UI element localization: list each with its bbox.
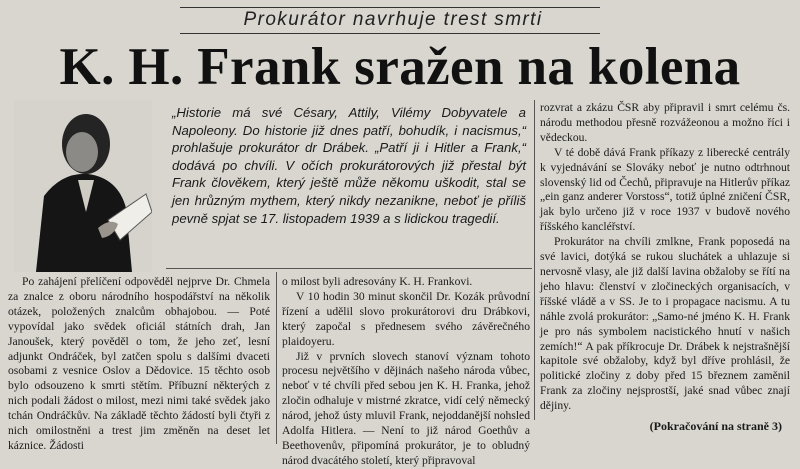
column-2 (282, 275, 530, 469)
kicker-rule-top (180, 7, 600, 8)
column-rule-left (276, 272, 277, 444)
defendant-photo (14, 100, 152, 272)
continued-note: (Pokračování na straně 3) (649, 419, 782, 433)
column-1 (8, 275, 270, 454)
kicker-rule-bottom (180, 33, 600, 34)
paragraph: V 10 hodin 30 minut skončil Dr. Kozák průvodní řízení a udělil slovo prokurátorovi dru Drábkovi, který započal s přednesem svého závěrečného plaidoyeru. (282, 289, 530, 348)
quote-rule (166, 268, 532, 269)
paragraph: rozvrat a zkázu ČSR aby připravil i smrt celému čs. národu methodou přesně rozvážeonou a možno říci i vědeckou. (540, 101, 790, 144)
paragraph: o milost byli adresovány K. H. Frankovi. (282, 275, 473, 288)
paragraph: Po zahájení přelíčení odpověděl nejprve Dr. Chmela za znalce z oboru národního hospodářství na několik otázek, položených znalcům obhajobou. — Poté vypovídal jako svědek oficiál státních drah, Jan Janoušek, který pověděl o tom, že jeho zeť, lesní adjunkt Ondráček, byl zatčen spolu s dalšími dvaceti osobami z vesnice Oslov a Dědovice. 15 těchto osob bylo odsouzeno k smrti stětím. Příbuzní některých z nich podali žádost o milost, mezi nimi také svědek jako tchán Ondráčkův. Na základě těchto žádostí byli čtyři z nich omilostněni a trest jim změněn na deset let káznice. Žádosti (8, 275, 270, 452)
column-rule-right (534, 100, 535, 420)
pull-quote: „Historie má své Césary, Attily, Vilémy Dobyvatele a Napoleony. Do historie již dnes patří, bohudík, i nacismus,“ prohlašuje prokurátor dr Drábek. „Patří ji i Hitler a Frank,“ dodává po chvíli. V očích prokurátorových již přestal být Frank člověkem, který ještě může někomu uškodit, stal se jen hrůzným mythem, který nikdy nezanikne, neboť je příliš pevně spjat se 17. listopadem 1939 a s lidickou tragedií. (172, 105, 526, 226)
paragraph: Již v prvních slovech stanoví význam tohoto procesu největšího v dějinách našeho národa vůbec, neboť v té chvíli před sebou jen K. H. Franka, jehož zločin odhaluje v mistrné zkratce, vidí celý německý národ, jehož ústy mluvil Frank, nejoddanější nohsled Adolfa Hitlera. — Není to již národ Goethův a Beethovenův, připomíná prokurátor, je to obludný národ dvacátého století, který připravoval (282, 349, 530, 467)
column-3 (540, 101, 790, 414)
paragraph: V té době dává Frank příkazy z liberecké centrály k vyjednávání se Slováky neboť je nutno odtrhnout slovenský lid od Čechů, připravuje na Hitlerův příkaz „ein ganz anderer Vorstoss“, totiž úplné zničení ČSR, jak bylo určeno již v roce 1937 v budově nového říšského kancléřství. (540, 145, 790, 234)
headline: K. H. Frank sražen na kolena (59, 38, 741, 96)
kicker: Prokurátor navrhuje trest smrti (243, 9, 543, 30)
paragraph: Prokurátor na chvíli zmlkne, Frank poposedá na své lavici, dotýká se rukou sluchátek a uhlazuje si nervosně vlasy, ale již další lavina obžaloby se řítí na jeho hlavu: členství v zločineckých organisacích, v říšské vládě a v SS. Je to i propagace nacismu. A tu náhle zvolá prokurátor: „Samo-né jméno K. H. Frank je pro nás symbolem nacistického hnutí v našich zemích!“ A pak příkrocuje Dr. Drábek k nejstrašnější kapitole své obžaloby, když byl dříve prohlásil, že politické zločiny z doby před 15 březnem zaměnil Frank za zločiny nejsprostší, jaké snad vůbec znají dějiny. (540, 235, 790, 413)
